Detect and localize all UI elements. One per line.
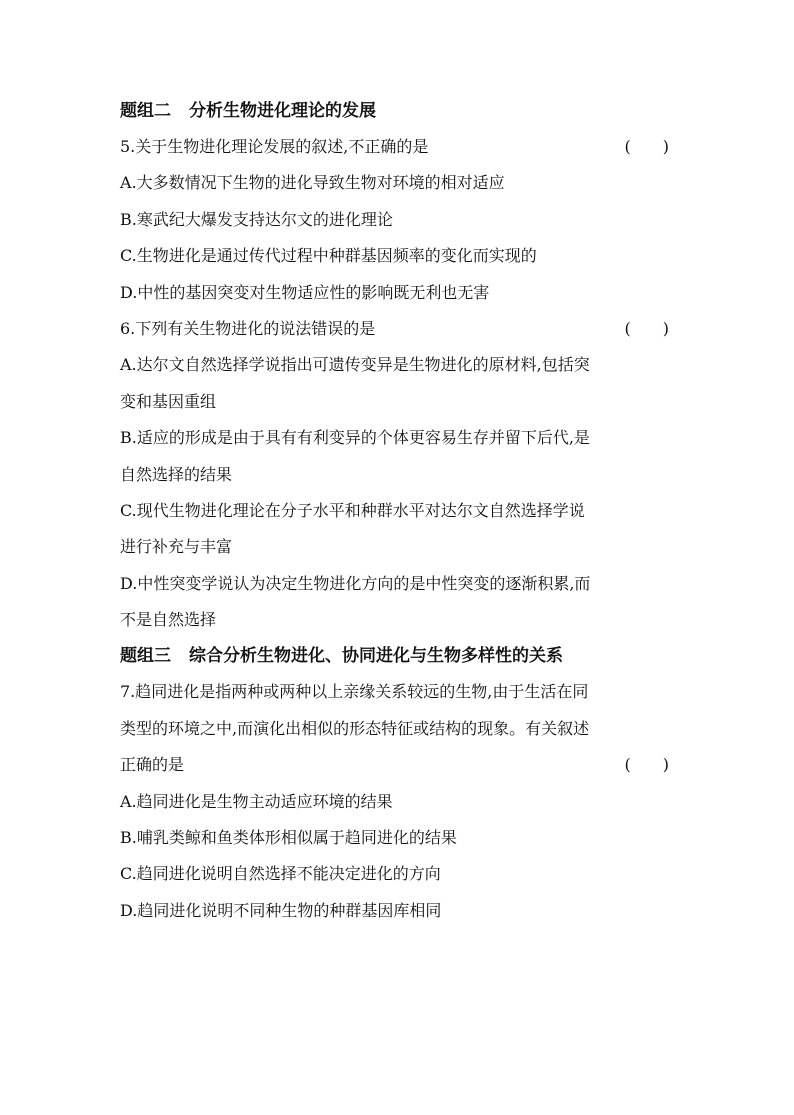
group3-title: 综合分析生物进化、协同进化与生物多样性的关系 <box>189 646 563 667</box>
q6-option-b-line1: B.适应的形成是由于具有有利变异的个体更容易生存并留下后代,是 <box>120 428 590 448</box>
q7-stem-text: 正确的是 <box>120 755 185 775</box>
q5-option-a: A.大多数情况下生物的进化导致生物对环境的相对适应 <box>120 173 505 193</box>
q6-option-b-line2: 自然选择的结果 <box>120 464 233 484</box>
q7-stem-line2: 类型的环境之中,而演化出相似的形态特征或结构的现象。有关叙述 <box>120 718 590 738</box>
group2-title: 分析生物进化理论的发展 <box>189 101 376 121</box>
q5-answer-blank: ( ) <box>624 137 669 156</box>
group3-label: 题组三 <box>120 646 171 667</box>
group2-heading <box>120 93 675 129</box>
q6-option-c-line1: C.现代生物进化理论在分子水平和种群水平对达尔文自然选择学说 <box>120 500 585 520</box>
group2-label: 题组二 <box>120 101 171 121</box>
q7-answer-blank: ( ) <box>624 755 669 775</box>
q5-stem <box>120 129 675 165</box>
q5-option-b: B.寒武纪大爆发支持达尔文的进化理论 <box>120 209 393 229</box>
q6-stem-text: 6.下列有关生物进化的说法错误的是 <box>120 318 376 338</box>
q6-option-a-line2: 变和基因重组 <box>120 391 217 411</box>
group3-heading <box>120 638 675 674</box>
q5-option-c: C.生物进化是通过传代过程中种群基因频率的变化而实现的 <box>120 246 537 266</box>
q5-stem-text: 5.关于生物进化理论发展的叙述,不正确的是 <box>120 137 429 156</box>
q7-option-a: A.趋同进化是生物主动适应环境的结果 <box>120 791 393 811</box>
q7-stem-line1: 7.趋同进化是指两种或两种以上亲缘关系较远的生物,由于生活在同 <box>120 682 589 702</box>
q6-stem <box>120 311 675 347</box>
q6-option-d-line1: D.中性突变学说认为决定生物进化方向的是中性突变的逐渐积累,而 <box>120 573 591 593</box>
q5-option-d: D.中性的基因突变对生物适应性的影响既无利也无害 <box>120 282 490 302</box>
q6-option-d-line2: 不是自然选择 <box>120 610 217 630</box>
q7-stem-line3 <box>120 747 675 783</box>
q7-option-b: B.哺乳类鲸和鱼类体形相似属于趋同进化的结果 <box>120 828 457 848</box>
q6-option-c-line2: 进行补充与丰富 <box>120 537 233 557</box>
q6-answer-blank: ( ) <box>624 318 669 338</box>
q6-option-a-line1: A.达尔文自然选择学说指出可遗传变异是生物进化的原材料,包括突 <box>120 355 590 375</box>
q7-option-d: D.趋同进化说明不同种生物的种群基因库相同 <box>120 900 442 920</box>
exercise-page <box>120 93 675 929</box>
q7-option-c: C.趋同进化说明自然选择不能决定进化的方向 <box>120 864 441 884</box>
